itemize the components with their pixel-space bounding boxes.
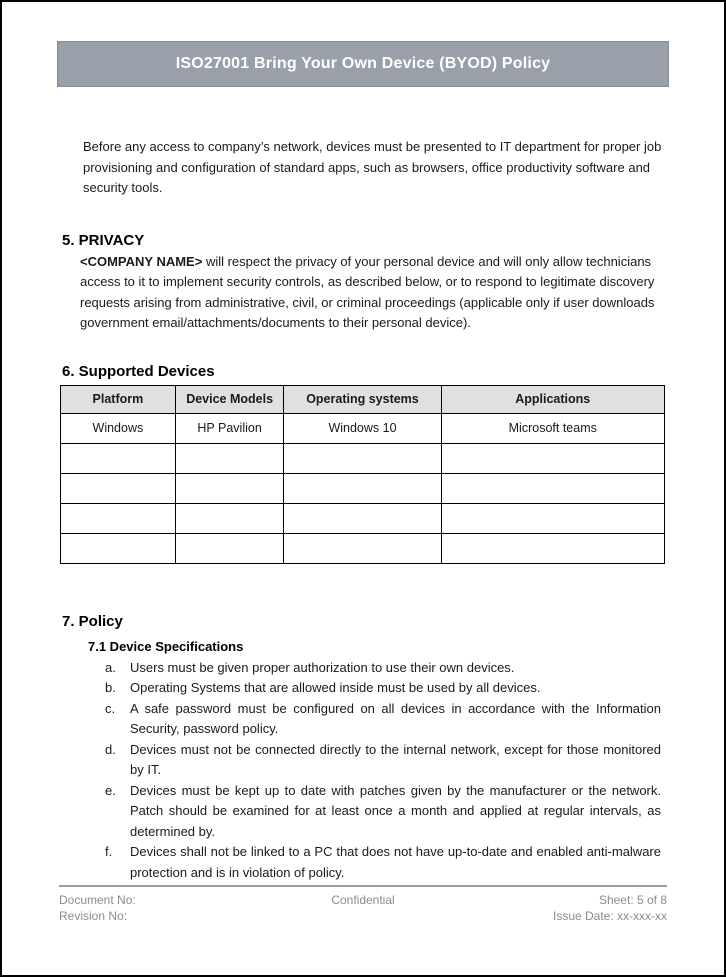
cell-device-model (175, 533, 284, 563)
section-heading-policy: 7. Policy (62, 612, 123, 630)
list-item (105, 781, 661, 843)
list-item-text: A safe password must be configured on all devices in accordance with the Information Security, password policy. (130, 700, 661, 736)
cell-platform (61, 503, 176, 533)
policy-subheading: 7.1 Device Specifications (88, 638, 244, 654)
section-heading-supported-devices: 6. Supported Devices (62, 362, 215, 380)
list-marker: e. (105, 782, 116, 798)
cell-application (441, 473, 665, 503)
document-title: ISO27001 Bring Your Own Device (BYOD) Policy (175, 55, 551, 72)
cell-device-model (175, 443, 284, 473)
company-name-placeholder: <COMPANY NAME> (80, 253, 203, 269)
column-header-applications: Applications (441, 385, 665, 413)
list-item-text: Devices must be kept up to date with patches given by the manufacturer or the network. Patch should be examined for at least once a month and applied at regular intervals, as determined by. (130, 782, 661, 839)
list-item-text: Devices shall not be linked to a PC that does not have up-to-date and enabled anti-malware protection and is in violation of policy. (130, 844, 661, 880)
cell-application: Microsoft teams (441, 413, 665, 443)
list-marker: f. (105, 844, 113, 859)
cell-device-model (175, 473, 284, 503)
privacy-text: will respect the privacy of your personal device and will only allow technicians access to it to implement security controls, as described below, or to respond to legitimate discovery requests arising from administrative, civil, or criminal proceedings (applicable only if user downloads government email/attachments/documents to their personal device). (80, 253, 655, 330)
sheet-label: Sheet: 5 of 8 (598, 893, 668, 907)
list-item (105, 842, 661, 883)
column-header-platform: Platform (61, 385, 176, 413)
section-heading-privacy: 5. PRIVACY (62, 231, 145, 249)
page-footer (59, 885, 667, 924)
cell-platform (61, 533, 176, 563)
cell-application (441, 503, 665, 533)
issue-date-label: Issue Date: xx-xxx-xx (552, 909, 668, 923)
table-row (61, 503, 665, 533)
title-banner (57, 41, 669, 87)
cell-device-model: HP Pavilion (175, 413, 284, 443)
footer-right (464, 892, 667, 924)
cell-operating-system (284, 503, 441, 533)
table-row (61, 533, 665, 563)
intro-paragraph: Before any access to company’s network, devices must be presented to IT department for proper job provisioning and configuration of standard apps, such as browsers, office productivity software and security tools. (83, 139, 662, 195)
table-header-row (61, 385, 665, 413)
list-item-text: Devices must not be connected directly to the internal network, except for those monitored by IT. (130, 741, 661, 777)
list-item-text: Users must be given proper authorization to use their own devices. (130, 659, 515, 675)
column-header-device-models: Device Models (175, 385, 284, 413)
revision-no-label: Revision No: (59, 909, 128, 923)
cell-device-model (175, 503, 284, 533)
cell-operating-system (284, 473, 441, 503)
list-item (105, 678, 661, 699)
footer-left (59, 892, 262, 924)
list-marker: c. (105, 700, 116, 716)
list-item (105, 699, 661, 740)
list-marker: b. (105, 680, 116, 695)
cell-platform (61, 443, 176, 473)
list-item (105, 658, 661, 679)
column-header-operating-systems: Operating systems (284, 385, 441, 413)
list-item (105, 740, 661, 781)
list-marker: d. (105, 741, 116, 757)
list-marker: a. (105, 659, 116, 675)
privacy-paragraph (80, 252, 667, 334)
cell-operating-system: Windows 10 (284, 413, 441, 443)
cell-operating-system (284, 443, 441, 473)
confidential-label: Confidential (331, 893, 395, 907)
supported-devices-table (60, 385, 665, 564)
cell-platform: Windows (61, 413, 176, 443)
cell-operating-system (284, 533, 441, 563)
cell-application (441, 533, 665, 563)
footer-center (262, 892, 465, 924)
table-row (61, 473, 665, 503)
table-row (61, 443, 665, 473)
cell-platform (61, 473, 176, 503)
policy-list (105, 658, 661, 884)
cell-application (441, 443, 665, 473)
document-no-label: Document No: (59, 893, 136, 907)
table-row (61, 413, 665, 443)
list-item-text: Operating Systems that are allowed inside must be used by all devices. (130, 680, 541, 695)
